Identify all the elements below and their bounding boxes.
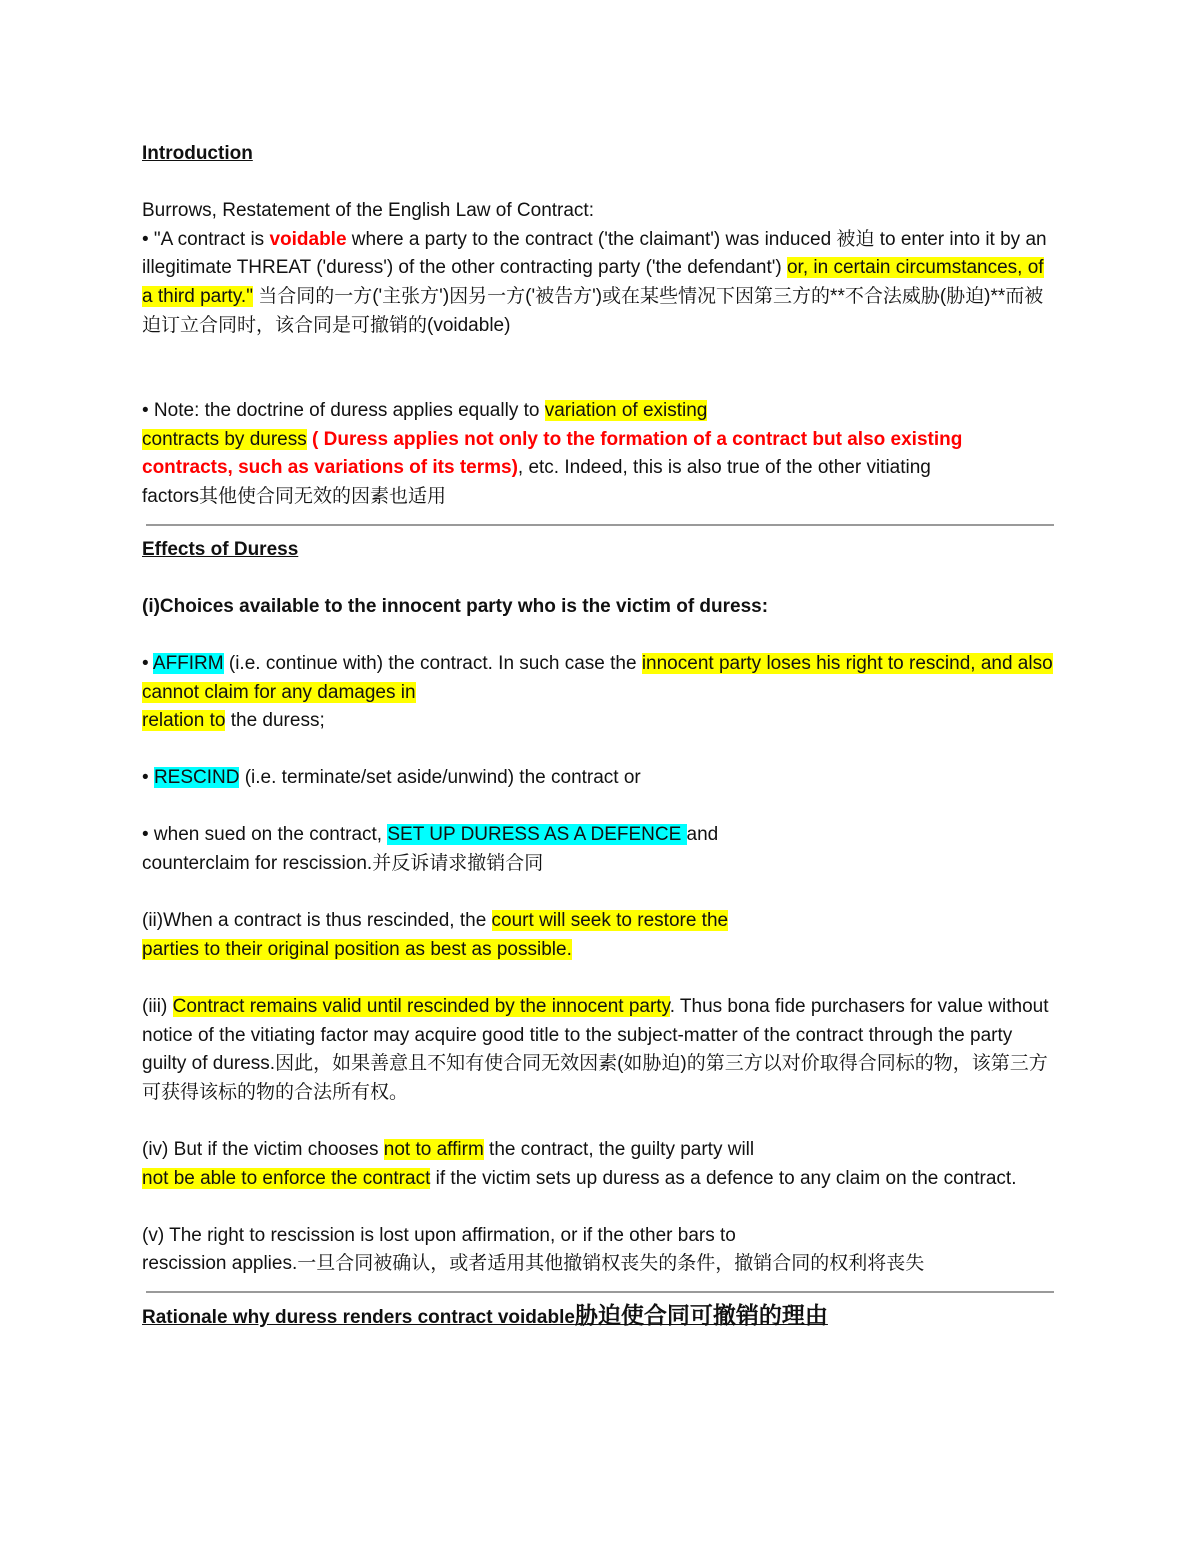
highlight-relation-to: relation to [142, 710, 226, 732]
bullet-rescind [142, 764, 1057, 793]
source-citation: Burrows, Restatement of the English Law of Contract: [142, 200, 594, 222]
para-ii-end [142, 936, 1057, 965]
para-ii [142, 907, 1057, 936]
para-iv [142, 1136, 1057, 1165]
highlight-variation-cont: contracts by duress [142, 428, 307, 450]
keyword-voidable: voidable [269, 228, 347, 250]
highlight-loses-right: innocent party loses his right to rescind, and also cannot claim for any damages in [142, 652, 1053, 703]
highlight-not-affirm: not to affirm [383, 1139, 484, 1160]
bullet-voidable-definition [142, 226, 1057, 340]
document-body [142, 140, 1057, 1333]
highlight-variation: variation of existing [544, 400, 708, 422]
bullet-note-end: factors其他使合同无效的因素也适用 [142, 485, 447, 507]
text-run: (iii) [142, 996, 173, 1018]
section-heading-rationale [142, 1301, 1057, 1333]
para-iv-cont [142, 1165, 1057, 1194]
text-run: . Thus bona fide purchasers for value without notice of the vitiating factor may acquire good title to the subject-matter of the contract through the party guilty of duress.因此，如果善意且不知有使合同无效因素(如胁迫)的第三方以对价取得合同标的物，该第三方可获得该标的物的合法所有权。 [142, 996, 1049, 1103]
heading-zh: 胁迫使合同可撤销的理由 [574, 1301, 828, 1328]
highlight-not-enforce: not be able to enforce the contract [142, 1167, 431, 1189]
bullet-note-cont [142, 426, 1057, 483]
text-run-zh: 当合同的一方('主张方')因另一方('被告方')或在某些情况下因第三方的**不合法威胁(胁迫)**而被迫订立合同时，该合同是可撤销的(voidable) [142, 285, 1044, 336]
text-run: • "A contract is [142, 228, 270, 250]
text-run: (iv) But if the victim chooses [142, 1139, 384, 1160]
highlight-remains-valid: Contract remains valid until rescinded by the innocent party [172, 996, 670, 1018]
bullet-affirm-end [142, 707, 1057, 736]
para-iii [142, 993, 1057, 1107]
red-emphasis-note: ( Duress applies not only to the formation of a contract but also existing contracts, such as variations of its terms) [142, 428, 963, 479]
section-heading-introduction: Introduction [142, 143, 253, 164]
bullet-defence [142, 821, 1057, 850]
highlight-affirm: AFFIRM [152, 652, 224, 674]
text-run: (ii)When a contract is thus rescinded, the [142, 910, 492, 932]
highlight-rescind: RESCIND [153, 767, 240, 789]
text-run: the duress; [225, 710, 325, 732]
highlight-restore-cont: parties to their original position as best as possible. [142, 938, 572, 960]
bullet-affirm [142, 650, 1057, 707]
text-run: the contract, the guilty party will [483, 1139, 755, 1160]
section-heading-effects: Effects of Duress [142, 538, 299, 560]
text-run: • [142, 652, 153, 674]
heading-en: Rationale why duress renders contract voidable [142, 1306, 575, 1328]
text-run: if the victim sets up duress as a defence to any claim on the contract. [430, 1167, 1017, 1189]
text-run: • when sued on the contract, [142, 824, 388, 846]
subheading-choices: (i)Choices available to the innocent party who is the victim of duress: [142, 595, 769, 617]
text-run: • [142, 767, 154, 789]
text-run: and [686, 824, 719, 846]
text-run: (i.e. continue with) the contract. In such case the [223, 652, 642, 674]
highlight-third-party: or, in certain circumstances, of a third party." [142, 257, 1044, 307]
highlight-defence: SET UP DURESS AS A DEFENCE [387, 824, 687, 846]
section-divider [146, 524, 1054, 526]
bullet-defence-end: counterclaim for rescission.并反诉请求撤销合同 [142, 853, 544, 875]
highlight-restore: court will seek to restore the [491, 910, 729, 932]
text-run: , etc. Indeed, this is also true of the other vitiating [517, 457, 931, 479]
text-run: • Note: the doctrine of duress applies equally to [142, 400, 545, 422]
section-divider [146, 1291, 1054, 1293]
para-v-end: rescission applies.一旦合同被确认，或者适用其他撤销权丧失的条件，撤销合同的权利将丧失 [142, 1253, 925, 1275]
bullet-note [142, 397, 1057, 426]
para-v: (v) The right to rescission is lost upon affirmation, or if the other bars to [142, 1224, 736, 1246]
text-run: (i.e. terminate/set aside/unwind) the contract or [239, 767, 641, 789]
text-run: where a party to the contract ('the claimant') was induced 被迫 to enter into it by an illegitimate THREAT ('duress') of the other contracting party ('the defendant') [142, 228, 1047, 279]
